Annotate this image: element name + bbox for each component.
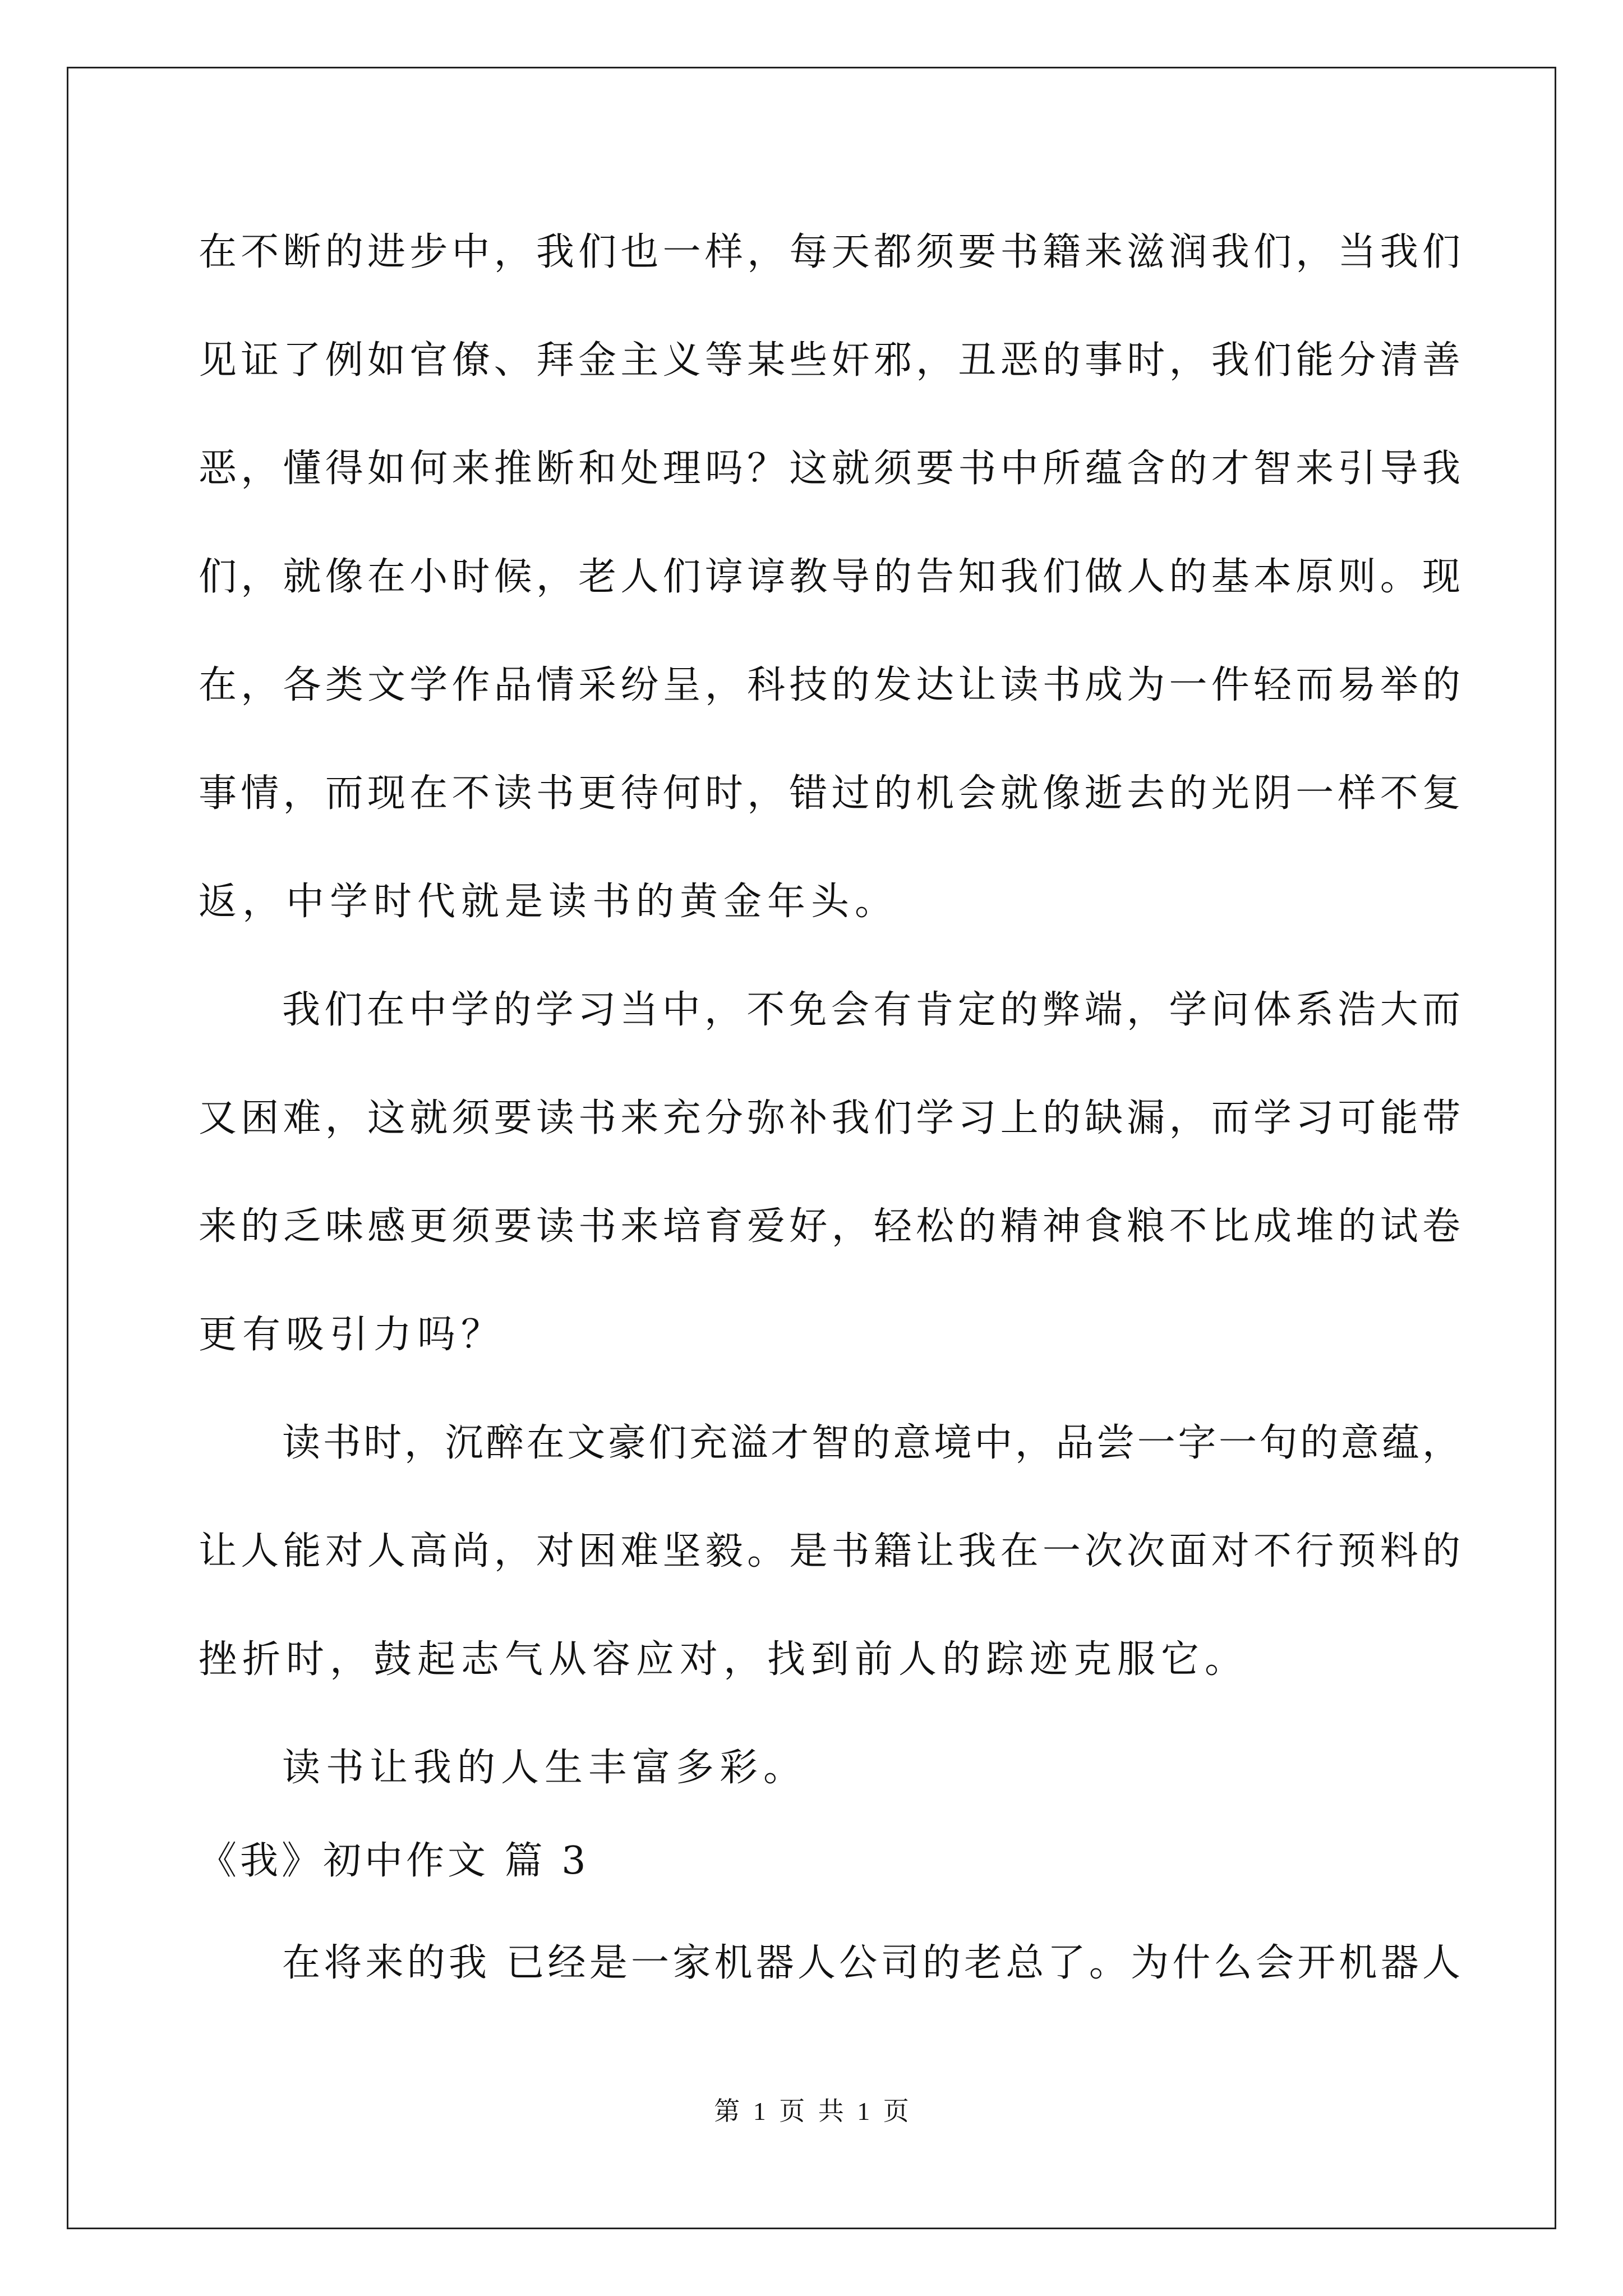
page-border [67, 67, 1556, 2229]
paragraph-line: 们，就像在小时候，老人们谆谆教导的告知我们做人的基本原则。现 [199, 555, 1460, 599]
paragraph-line: 见证了例如官僚、拜金主义等某些奸邪，丑恶的事时，我们能分清善 [199, 338, 1460, 383]
paragraph-first-line: 我们在中学的学习当中，不免会有肯定的弊端，学问体系浩大而 [282, 988, 1460, 1032]
paragraph-first-line: 读书让我的人生丰富多彩。 [282, 1746, 808, 1790]
paragraph-line: 恶，懂得如何来推断和处理吗？这就须要书中所蕴含的才智来引导我 [199, 447, 1460, 491]
paragraph-first-line: 在将来的我 已经是一家机器人公司的老总了。为什么会开机器人 [282, 1941, 1460, 1985]
paragraph-line: 又困难，这就须要读书来充分弥补我们学习上的缺漏，而学习可能带 [199, 1096, 1460, 1140]
paragraph-first-line: 读书时，沉醉在文豪们充溢才智的意境中，品尝一字一句的意蕴， [282, 1421, 1460, 1465]
paragraph-line: 事情，而现在不读书更待何时，错过的机会就像逝去的光阴一样不复 [199, 771, 1460, 816]
paragraph-line: 来的乏味感更须要读书来培育爱好，轻松的精神食粮不比成堆的试卷 [199, 1204, 1460, 1249]
paragraph-line: 在不断的进步中，我们也一样，每天都须要书籍来滋润我们，当我们 [199, 230, 1460, 274]
paragraph-line: 返，中学时代就是读书的黄金年头。 [199, 880, 899, 924]
page-footer: 第 1 页 共 1 页 [714, 2097, 909, 2125]
paragraph-line: 在，各类文学作品情采纷呈，科技的发达让读书成为一件轻而易举的 [199, 663, 1460, 707]
paragraph-line: 更有吸引力吗？ [199, 1313, 505, 1357]
paragraph-line: 挫折时，鼓起志气从容应对，找到前人的踪迹克服它。 [199, 1637, 1249, 1682]
paragraph-line: 让人能对人高尚，对困难坚毅。是书籍让我在一次次面对不行预料的 [199, 1529, 1460, 1573]
section-heading: 《我》初中作文 篇 3 [199, 1839, 589, 1883]
